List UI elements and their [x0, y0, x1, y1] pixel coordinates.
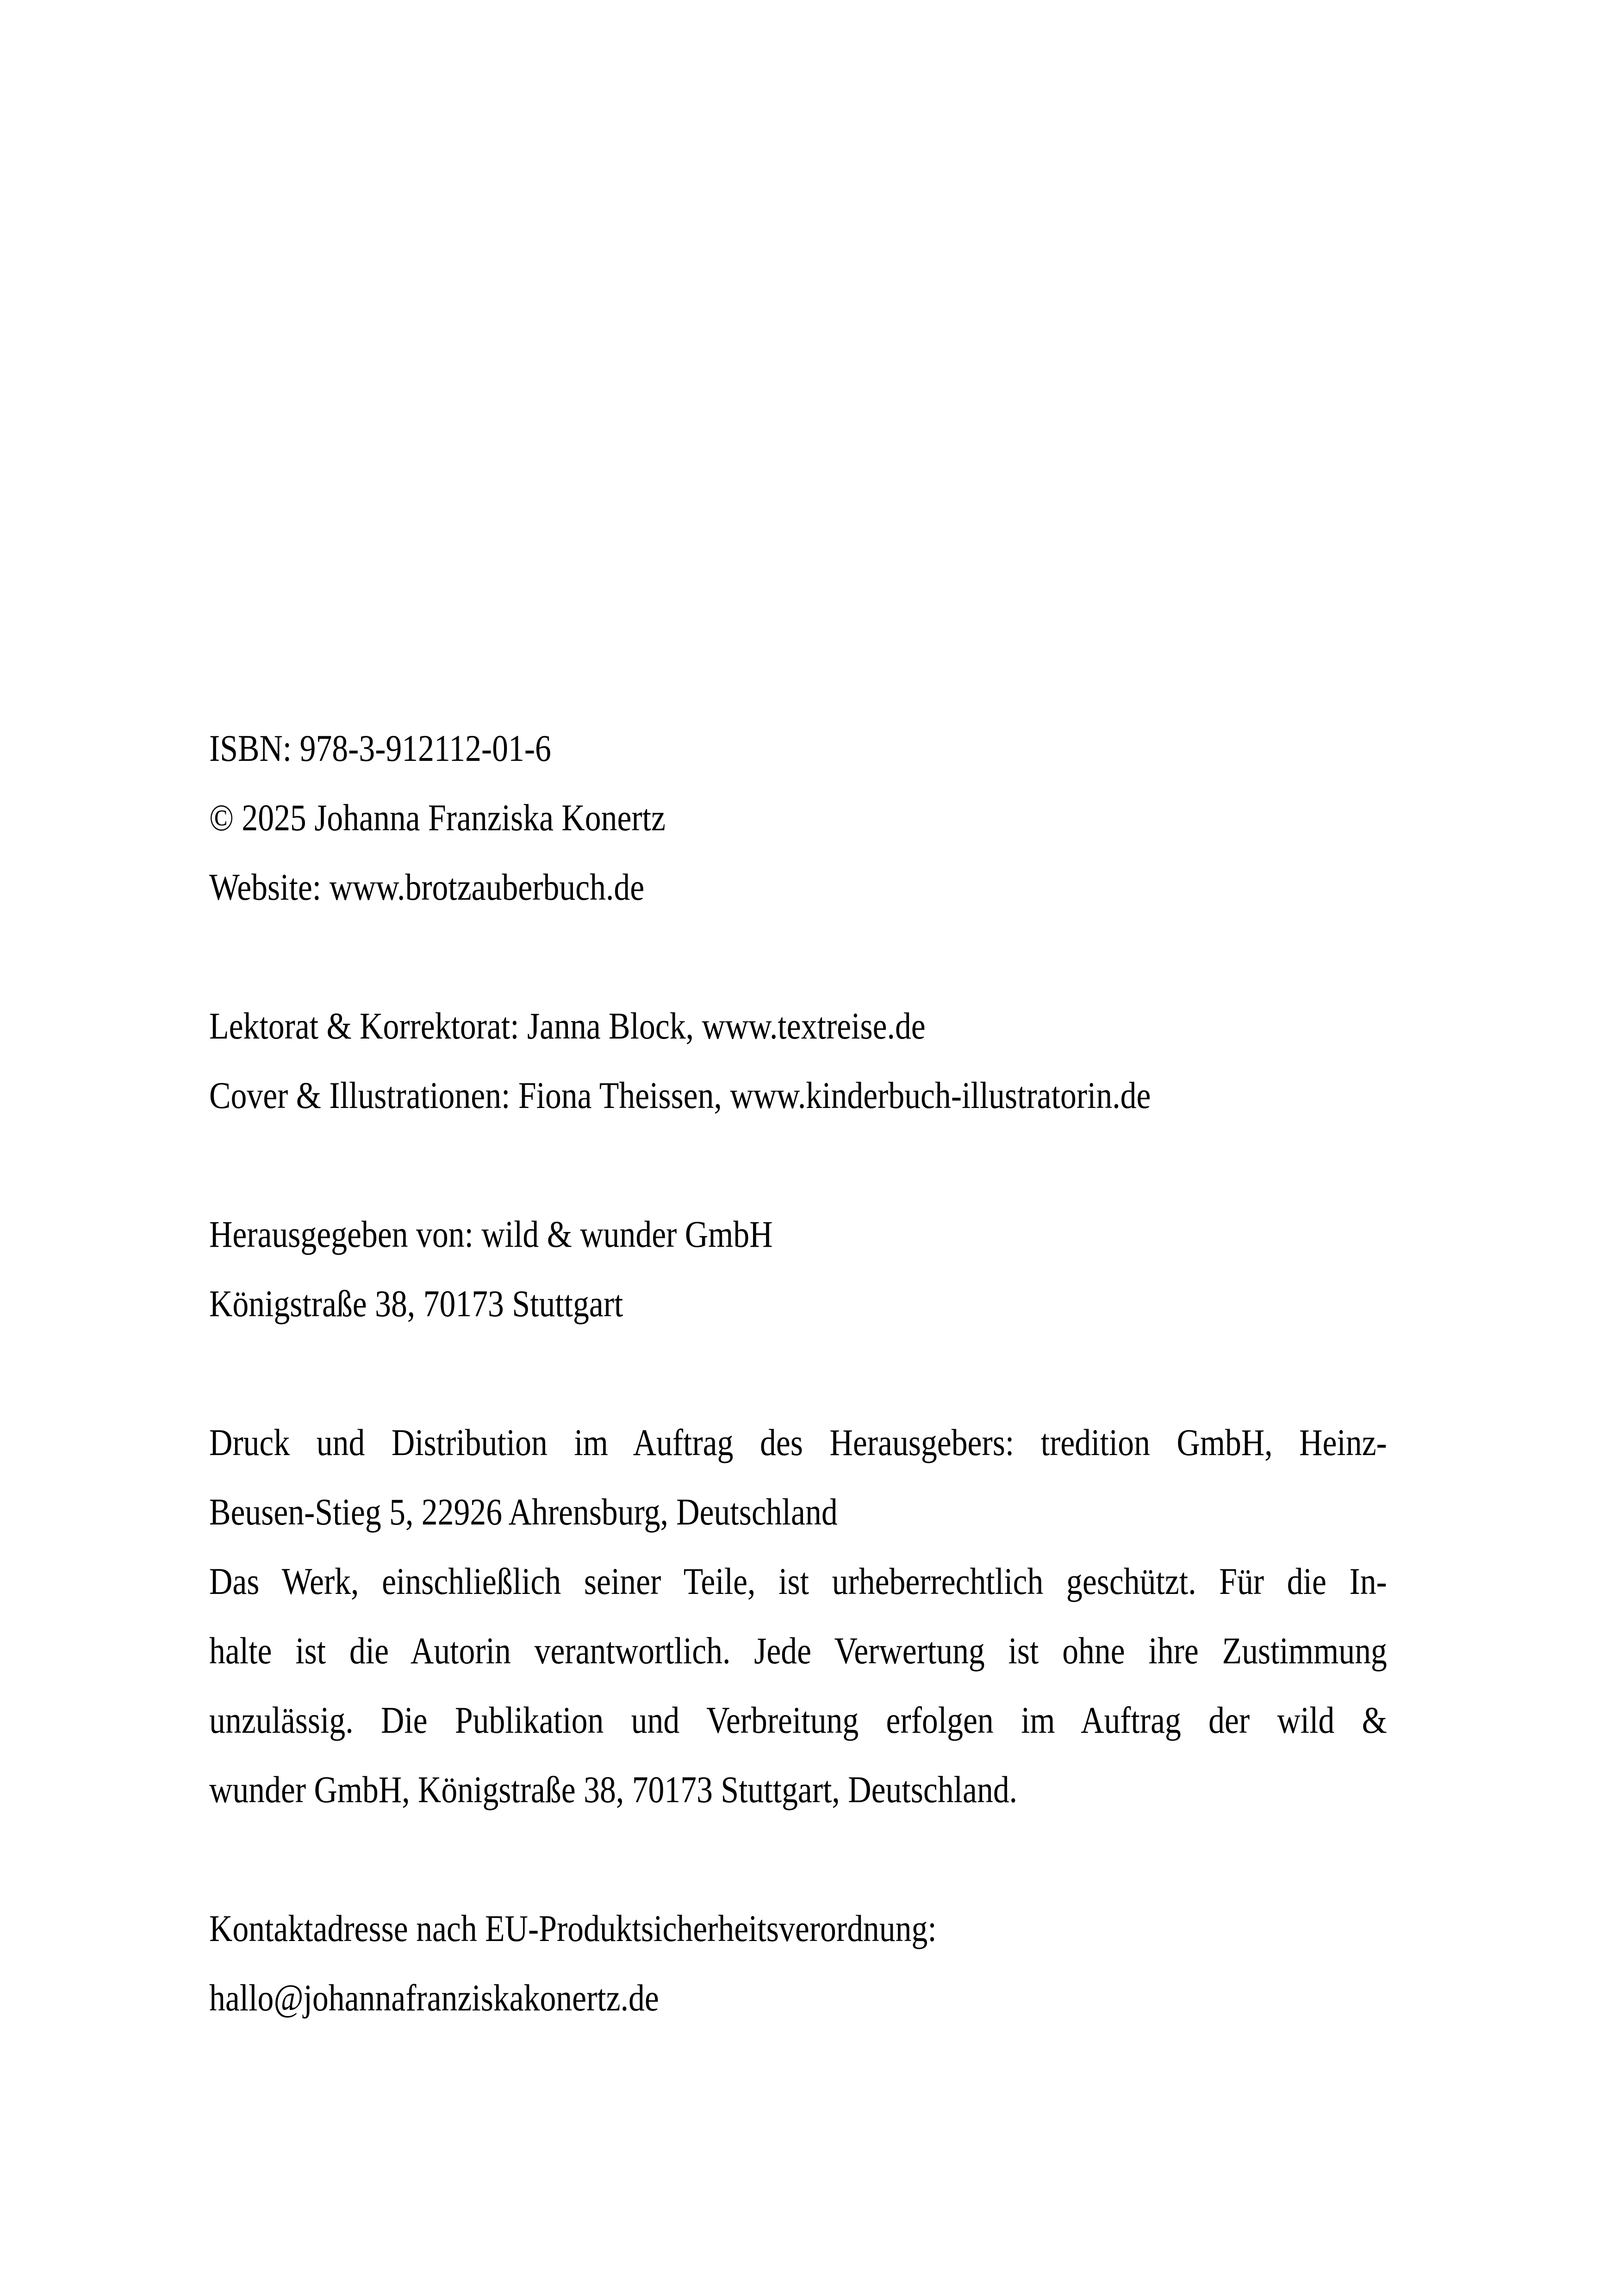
rights-notice-line-4: wunder GmbH, Königstraße 38, 70173 Stuttgart, Deutschland. — [209, 1768, 1018, 1811]
cover-credit-text: Cover & Illustrationen: Fiona Theissen, www.kinderbuch-illustratorin.de — [209, 1074, 1151, 1116]
print-distribution-line-1: Druck und Distribution im Auftrag des Herausgebers: tredition GmbH, Heinz- — [209, 1421, 1387, 1463]
rights-notice-line-3: unzulässig. Die Publikation und Verbreitung erfolgen im Auftrag der wild & — [209, 1699, 1387, 1741]
website-text: Website: www.brotzauberbuch.de — [209, 866, 645, 908]
rights-notice-line-2: halte ist die Autorin verantwortlich. Jede Verwertung ist ohne ihre Zustimmung — [209, 1630, 1387, 1672]
contact-heading-text: Kontaktadresse nach EU-Produktsicherheitsverordnung: — [209, 1907, 937, 1949]
editing-credit-text: Lektorat & Korrektorat: Janna Block, www.textreise.de — [209, 1005, 926, 1047]
blank-line — [209, 1824, 1387, 1894]
contact-email-text: hallo@johannafranziskakonertz.de — [209, 1977, 659, 2019]
blank-line — [209, 1130, 1387, 1200]
copyright-text: © 2025 Johanna Franziska Konertz — [209, 796, 666, 839]
print-distribution-line-2: Beusen-Stieg 5, 22926 Ahrensburg, Deutschland — [209, 1491, 838, 1533]
publisher-name-text: Herausgegeben von: wild & wunder GmbH — [209, 1213, 773, 1255]
publisher-address-text: Königstraße 38, 70173 Stuttgart — [209, 1282, 623, 1325]
blank-line — [209, 1338, 1387, 1408]
blank-line — [209, 922, 1387, 991]
rights-notice-line-1: Das Werk, einschließlich seiner Teile, ist urheberrechtlich geschützt. Für die In- — [209, 1560, 1387, 1602]
imprint-text-block — [209, 714, 1387, 2033]
isbn-text: ISBN: 978-3-912112-01-6 — [209, 727, 551, 769]
